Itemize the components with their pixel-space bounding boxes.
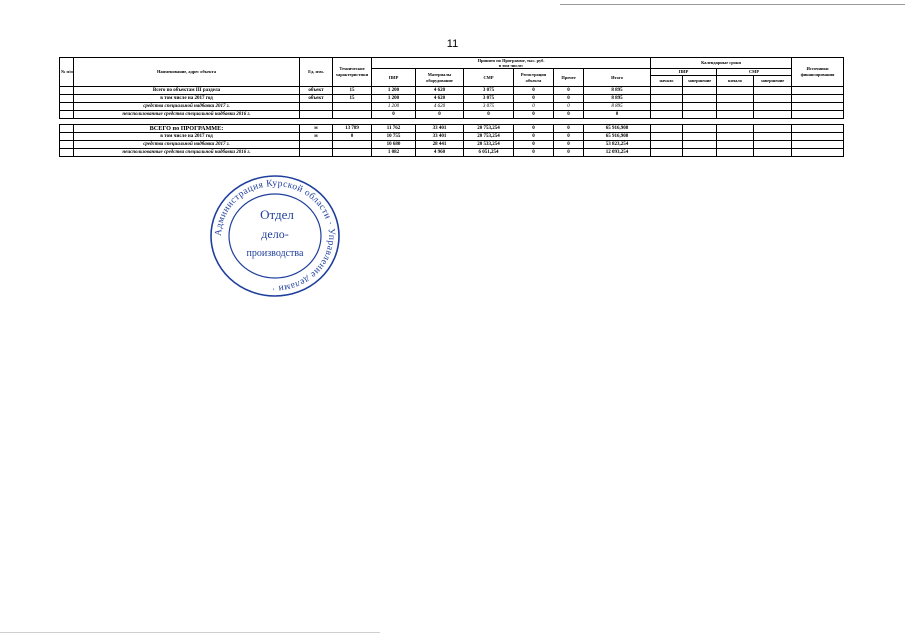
scan-edge-top: [560, 4, 905, 5]
row-other: 0: [554, 125, 584, 133]
col-smr: СМР: [464, 69, 514, 87]
col-unit: Ед. изм.: [300, 58, 333, 87]
row-smr: 6 051,254: [464, 149, 514, 157]
row-itogo: 8 895: [584, 87, 651, 95]
row-materials: 0: [416, 111, 464, 119]
row-tech: [333, 149, 372, 157]
col-pir-start: начало: [651, 76, 683, 87]
row-materials: 33 401: [416, 125, 464, 133]
table-row: [60, 103, 844, 111]
row-tech: 13 789: [333, 125, 372, 133]
row-itogo: 0: [584, 111, 651, 119]
col-other: Прочее: [554, 69, 584, 87]
row-unit: [300, 149, 333, 157]
col-no: № п/п: [60, 58, 74, 87]
page-number: 11: [446, 38, 459, 50]
row-itogo: 53 823,254: [584, 141, 651, 149]
row-name: в том числе на 2017 год: [74, 95, 300, 103]
col-smr-end: завершение: [754, 76, 792, 87]
row-other: 0: [554, 87, 584, 95]
col-pir-end: завершение: [683, 76, 717, 87]
row-tech: 15: [333, 87, 372, 95]
row-materials: 4 620: [416, 95, 464, 103]
row-itogo: 8 895: [584, 95, 651, 103]
row-smr: 3 075: [464, 87, 514, 95]
col-pir: ПИР: [372, 69, 416, 87]
col-program-total: [372, 58, 651, 69]
row-unit: м: [300, 133, 333, 141]
row-unit: [300, 111, 333, 119]
stamp-ring-path: Администрация Курской области · Управление делами ·: [213, 178, 337, 294]
row-other: 0: [554, 103, 584, 111]
row-materials: 4 620: [416, 103, 464, 111]
table-row: [60, 111, 844, 119]
row-other: 0: [554, 149, 584, 157]
stamp-center-line2: дело-: [261, 227, 289, 241]
scan-edge-bottom: [0, 632, 380, 633]
col-name: Наименование, адрес объекта: [74, 58, 300, 87]
row-tech: 0: [333, 133, 372, 141]
row-name: средства специальной надбавки 2017 г.: [74, 141, 300, 149]
row-smr: 3 075: [464, 95, 514, 103]
row-itogo: 8 895: [584, 103, 651, 111]
row-registration: 0: [514, 149, 554, 157]
row-registration: 0: [514, 133, 554, 141]
row-pir: 11 762: [372, 125, 416, 133]
row-name: средства специальной надбавки 2017 г.: [74, 103, 300, 111]
row-registration: 0: [514, 103, 554, 111]
row-pir: 1 200: [372, 87, 416, 95]
row-pir: 0: [372, 111, 416, 119]
col-materials: Материалы оборудование: [416, 69, 464, 87]
table-row: [60, 87, 844, 95]
row-smr: 3 075: [464, 103, 514, 111]
row-unit: м: [300, 125, 333, 133]
including-label: в том числе:: [498, 63, 524, 68]
row-itogo: 65 916,908: [584, 133, 651, 141]
row-materials: 4 960: [416, 149, 464, 157]
row-itogo: 65 916,908: [584, 125, 651, 133]
row-registration: 0: [514, 125, 554, 133]
row-materials: 28 441: [416, 141, 464, 149]
col-registration: Регистрация объекта: [514, 69, 554, 87]
row-smr: 20 533,254: [464, 141, 514, 149]
row-pir: 10 680: [372, 141, 416, 149]
table-row: [60, 141, 844, 149]
program-total-label: Принято по Программе, тыс. руб.: [477, 58, 545, 63]
row-registration: 0: [514, 111, 554, 119]
row-smr: 20 753,254: [464, 125, 514, 133]
row-tech: [333, 111, 372, 119]
row-unit: объект: [300, 95, 333, 103]
col-calendar: Календарные сроки: [651, 58, 792, 69]
row-materials: 4 620: [416, 87, 464, 95]
row-name: ВСЕГО по ПРОГРАММЕ:: [74, 125, 300, 133]
row-name: неиспользованные средства специальной надбавки 2016 г.: [74, 111, 300, 119]
col-financing: Источники финансирования: [792, 58, 844, 87]
col-cal-smr: СМР: [717, 69, 792, 76]
row-smr: 0: [464, 111, 514, 119]
row-registration: 0: [514, 141, 554, 149]
col-tech: Технические характеристики: [333, 58, 372, 87]
row-other: 0: [554, 141, 584, 149]
row-unit: объект: [300, 87, 333, 95]
row-pir: 1 082: [372, 149, 416, 157]
stamp-center-line1: Отдел: [260, 207, 294, 222]
row-other: 0: [554, 111, 584, 119]
row-tech: [333, 141, 372, 149]
row-tech: 15: [333, 95, 372, 103]
row-registration: 0: [514, 87, 554, 95]
row-other: 0: [554, 133, 584, 141]
row-name: Всего по объектам III раздела: [74, 87, 300, 95]
table-row: [60, 133, 844, 141]
row-pir: 1 200: [372, 95, 416, 103]
table-row: [60, 125, 844, 133]
row-name: неиспользованные средства специальной надбавки 2016 г.: [74, 149, 300, 157]
row-unit: [300, 103, 333, 111]
row-itogo: 12 093,254: [584, 149, 651, 157]
col-cal-pir: ПИР: [651, 69, 717, 76]
col-smr-start: начало: [717, 76, 754, 87]
row-name: в том числе на 2017 год: [74, 133, 300, 141]
col-itogo: Итого: [584, 69, 651, 87]
stamp-center-line3: производства: [246, 248, 304, 259]
row-smr: 20 753,254: [464, 133, 514, 141]
table-row: [60, 149, 844, 157]
row-materials: 33 401: [416, 133, 464, 141]
table-row: [60, 95, 844, 103]
row-registration: 0: [514, 95, 554, 103]
row-pir: 10 755: [372, 133, 416, 141]
row-other: 0: [554, 95, 584, 103]
row-tech: [333, 103, 372, 111]
row-pir: 1 200: [372, 103, 416, 111]
program-table: [59, 57, 844, 157]
row-unit: [300, 141, 333, 149]
office-stamp: [205, 171, 345, 301]
